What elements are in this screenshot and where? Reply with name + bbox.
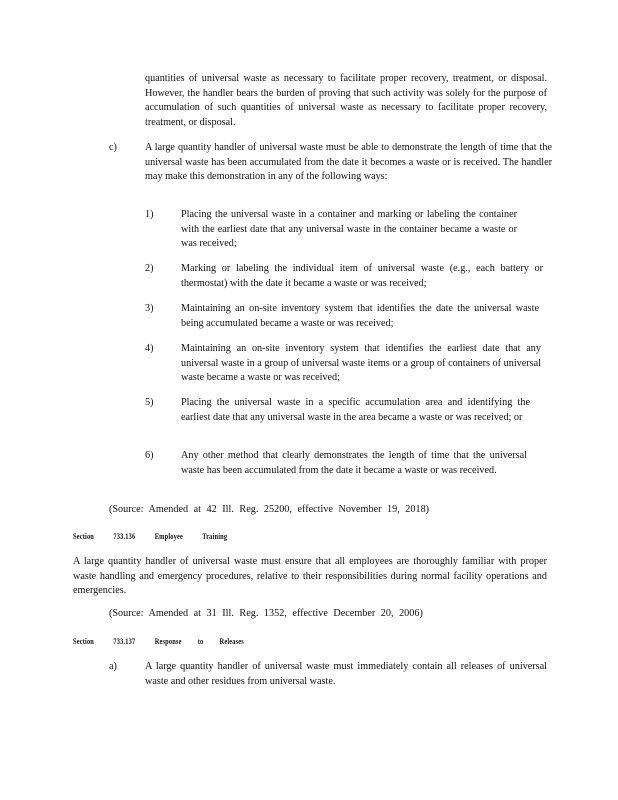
section-number: 733.137 (113, 637, 136, 646)
section-733-137-heading (73, 637, 244, 647)
source-note-1: (Source: Amended at 42 Ill. Reg. 25200, effective November 19, 2018) (109, 504, 430, 515)
intro-continuation-paragraph: quantities of universal waste as necessary to facilitate proper recovery, treatment, or disposal. However, the handler bears the burden of proving that such activity was solely for the purpose of accumulation of such quantities of universal waste as necessary to facilitate proper recovery, treatment, or disposal. (145, 73, 547, 128)
section-title: Employee Training (154, 532, 228, 541)
sub-item-1-label: 1) (145, 209, 154, 220)
sub-item-4-text: Maintaining an on-site inventory system that identifies the earliest date that any universal waste in a group of universal waste items or a group of containers of universal waste became a waste or was received; (181, 343, 541, 383)
sub-item-3-text: Maintaining an on-site inventory system that identifies the date the universal waste being accumulated became a waste or was received; (181, 303, 539, 329)
sub-item-6-label: 6) (145, 450, 154, 461)
item-c-text: A large quantity handler of universal waste must be able to demonstrate the length of time that the universal waste has been accumulated from the date it becomes a waste or is received. The handler may make this demonstration in any of the following ways: (145, 142, 552, 182)
sub-item-5-label: 5) (145, 397, 154, 408)
sub-item-3-label: 3) (145, 303, 154, 314)
section-number: 733.136 (113, 532, 136, 541)
section-733-136-paragraph: A large quantity handler of universal waste must ensure that all employees are thoroughly familiar with proper waste handling and emergency procedures, relative to their responsibilities during normal facility operations and emergencies. (73, 556, 547, 596)
section-word: Section (73, 637, 95, 646)
sub-item-4-label: 4) (145, 343, 154, 354)
section-733-136-heading (73, 532, 227, 542)
section-word: Section (73, 532, 95, 541)
sub-item-2-text: Marking or labeling the individual item of universal waste (e.g., each battery or thermostat) with the date it became a waste or was received; (181, 263, 543, 289)
item-a-text: A large quantity handler of universal waste must immediately contain all releases of universal waste and other residues from universal waste. (145, 661, 547, 687)
sub-item-2-label: 2) (145, 263, 154, 274)
item-c-label: c) (109, 142, 117, 153)
source-note-2: (Source: Amended at 31 Ill. Reg. 1352, effective December 20, 2006) (109, 608, 423, 619)
sub-item-5-text: Placing the universal waste in a specific accumulation area and identifying the earliest date that any universal waste in the area became a waste or was received; or (181, 397, 530, 423)
section-title: Response to Releases (154, 637, 244, 646)
item-a-label: a) (109, 661, 117, 672)
sub-item-1-text: Placing the universal waste in a container and marking or labeling the container with the earliest date that any universal waste in the container became a waste or was received; (181, 209, 517, 249)
sub-item-6-text: Any other method that clearly demonstrates the length of time that the universal waste has been accumulated from the date it became a waste or was received. (181, 450, 527, 476)
